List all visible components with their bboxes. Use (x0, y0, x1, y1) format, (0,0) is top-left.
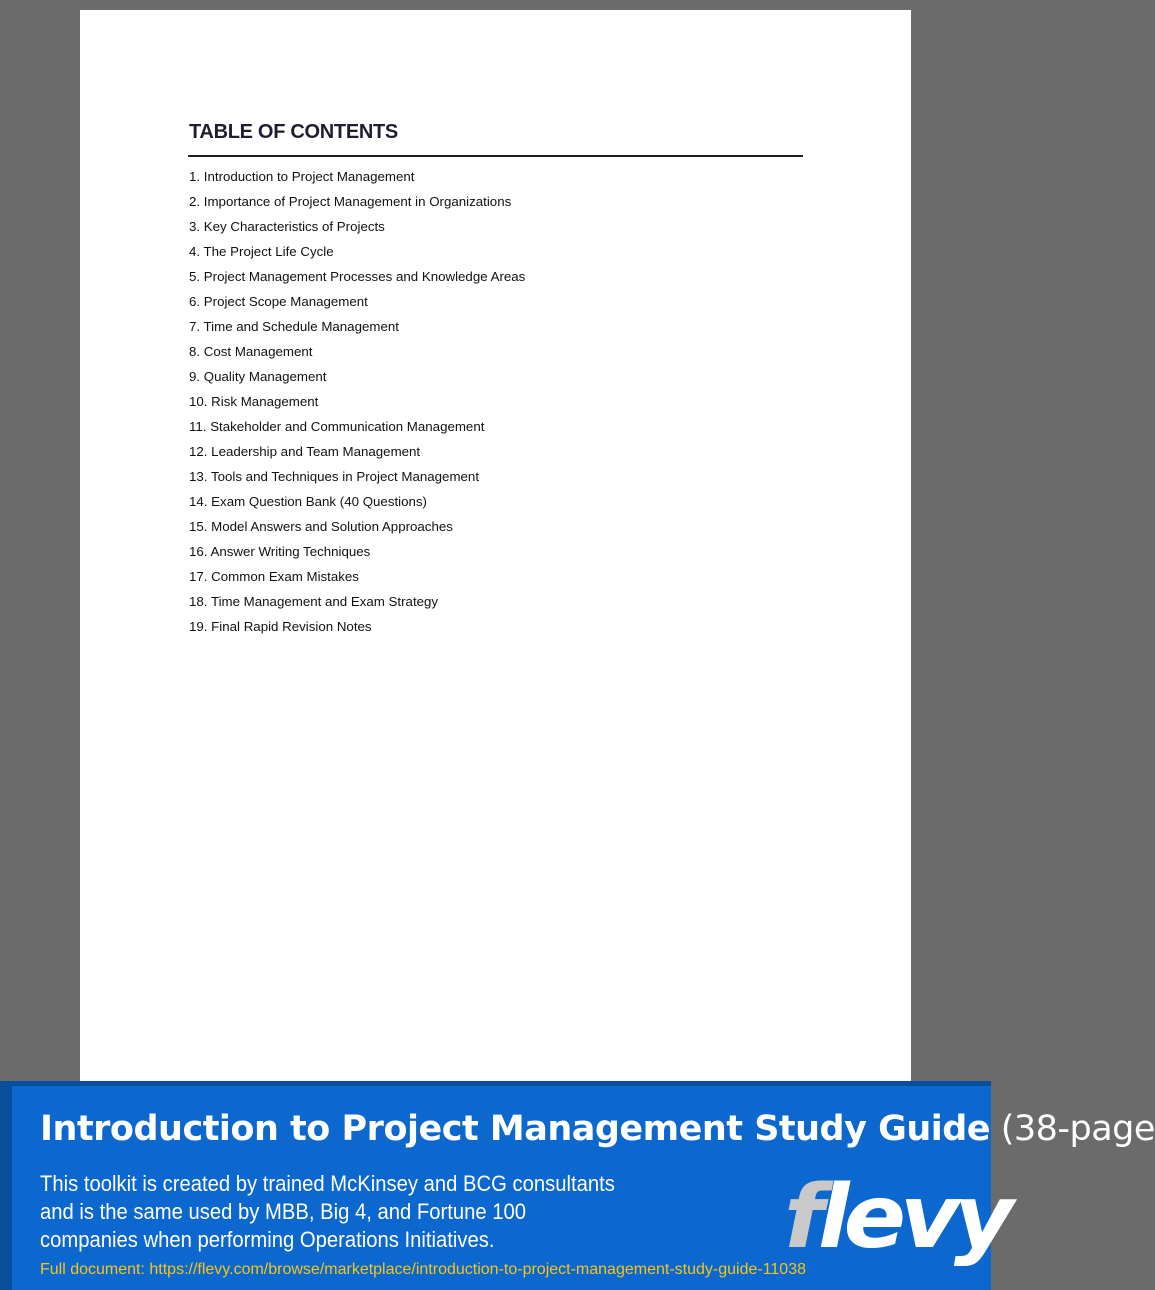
logo-rest: levy (818, 1166, 1008, 1269)
full-document-link[interactable]: Full document: https://flevy.com/browse/marketplace/introduction-to-project-management-study-guide-11038 (40, 1261, 806, 1278)
logo-first-letter: f (784, 1166, 819, 1269)
toc-item: 4. The Project Life Cycle (189, 244, 334, 259)
toc-item: 1. Introduction to Project Management (189, 169, 415, 184)
toc-item: 8. Cost Management (189, 344, 313, 359)
toc-item: 10. Risk Management (189, 394, 319, 409)
promo-banner-panel (12, 1086, 1155, 1290)
toc-item: 17. Common Exam Mistakes (189, 569, 359, 584)
banner-title-main: Introduction to Project Management Study Guide (40, 1109, 991, 1149)
toc-item: 18. Time Management and Exam Strategy (189, 594, 439, 609)
toc-list (189, 167, 525, 642)
toc-item: 14. Exam Question Bank (40 Questions) (189, 494, 427, 509)
toc-item: 5. Project Management Processes and Knowledge Areas (189, 269, 526, 284)
toc-item: 3. Key Characteristics of Projects (189, 219, 385, 234)
banner-title-suffix: (38-page (1000, 1109, 1155, 1149)
toc-item: 9. Quality Management (189, 369, 327, 384)
toc-item: 15. Model Answers and Solution Approaches (189, 519, 453, 534)
toc-item: 6. Project Scope Management (189, 294, 368, 309)
toc-item: 7. Time and Schedule Management (189, 319, 399, 334)
toc-item: 12. Leadership and Team Management (189, 444, 421, 459)
toc-divider (188, 155, 803, 157)
toc-item: 16. Answer Writing Techniques (189, 544, 371, 559)
banner-title (40, 1109, 1155, 1149)
flevy-logo (784, 1166, 1008, 1269)
toc-title: TABLE OF CONTENTS (189, 121, 398, 143)
toc-item: 2. Importance of Project Management in Organizations (189, 194, 512, 209)
banner-description: This toolkit is created by trained McKinsey and BCG consultants and is the same used by MBB, Big 4, and Fortune 100 companies when performing Operations Initiatives. (40, 1171, 615, 1252)
toc-item: 11. Stakeholder and Communication Management (189, 419, 485, 434)
document-page (80, 10, 911, 1090)
promo-banner (0, 1081, 1155, 1290)
toc-item: 19. Final Rapid Revision Notes (189, 619, 372, 634)
toc-item: 13. Tools and Techniques in Project Management (189, 469, 480, 484)
